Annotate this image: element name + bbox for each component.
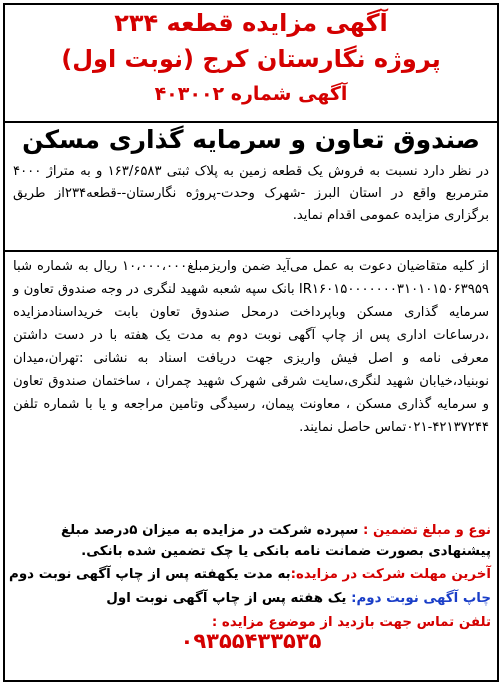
second-print-label: چاپ آگهی نوبت دوم: xyxy=(351,591,491,606)
second-print-line xyxy=(11,588,491,609)
deadline-line xyxy=(11,564,491,585)
notice-title: آگهی مزایده قطعه ۲۳۴ xyxy=(114,9,388,37)
guarantee-text-1: سپرده شرکت در مزایده به میزان ۵درصد مبلغ xyxy=(60,523,364,538)
guarantee-text-2: پیشنهادی بصورت ضمانت نامه بانکی یا چک تضمین شده بانکی. xyxy=(81,544,491,559)
notice-header xyxy=(5,5,497,123)
guarantee-label: نوع و مبلغ تضمین : xyxy=(363,523,491,538)
organization-name: صندوق تعاون و سرمایه گذاری مسکن xyxy=(22,125,480,154)
deadline-text: به مدت یکهفته پس از چاپ آگهی نوبت دوم xyxy=(9,567,291,582)
guarantee-line xyxy=(11,520,491,541)
deadline-label: آخرین مهلت شرکت در مزایده: xyxy=(290,567,491,582)
notice-number: آگهی شماره ۴۰۳۰۰۲ xyxy=(154,83,348,105)
body-paragraph: از کلیه متقاضیان دعوت به عمل می‌آید ضمن واریزمبلغ۱۰،۰۰۰،۰۰۰ ریال به شماره شبا IR۱۶۰۱۵۰۰۰۰۰۰۰۳۱۰۱۰۱۵۰۶۳۹۵۹ بانک سپه شعبه شهید لنگری در وجه صندوق تعاون و سرمایه گذاری مسکن وباپرداخت درمحل صندوق تعاون بابت خریداسنادمزایده ،درساعات اداری پس از چاپ آگهی نوبت دوم به مدت یک هفته با در دست داشتن معرفی نامه و اصل فیش واریزی جهت دریافت اسناد به نشانی :تهران،میدان نوبنیاد،خیابان شهید لنگری،سایت شرقی شهرک شهید چمران ، ساختمان صندوق تعاون و سرمایه گذاری مسکن ، معاونت پیمان، رسیدگی وتامین مراجعه و یا با شماره تلفن ۴۲۱۳۷۲۴۴-۰۲۱تماس حاصل نمایند. xyxy=(13,259,489,435)
second-print-text: یک هفته پس از چاپ آگهی نوبت اول xyxy=(106,591,352,606)
contact-phone: ۰۹۳۵۵۴۳۳۵۳۵ xyxy=(180,629,322,653)
auction-notice xyxy=(3,3,499,682)
project-title: پروژه نگارستان کرج (نوبت اول) xyxy=(61,45,441,73)
header-divider xyxy=(5,121,497,123)
section-divider xyxy=(5,250,497,252)
contact-label: تلفن تماس جهت بازدید از موضوع مزایده : xyxy=(211,615,491,630)
intro-paragraph: در نظر دارد نسبت به فروش یک قطعه زمین به پلاک ثبتی ۱۶۳/۶۵۸۳ و به متراژ ۴۰۰۰ مترمربع واقع در استان البرز -شهرک وحدت-پروژه نگارستان--قطعه۲۳۴از طریق برگزاری مزایده عمومی اقدام نماید. xyxy=(13,164,490,223)
